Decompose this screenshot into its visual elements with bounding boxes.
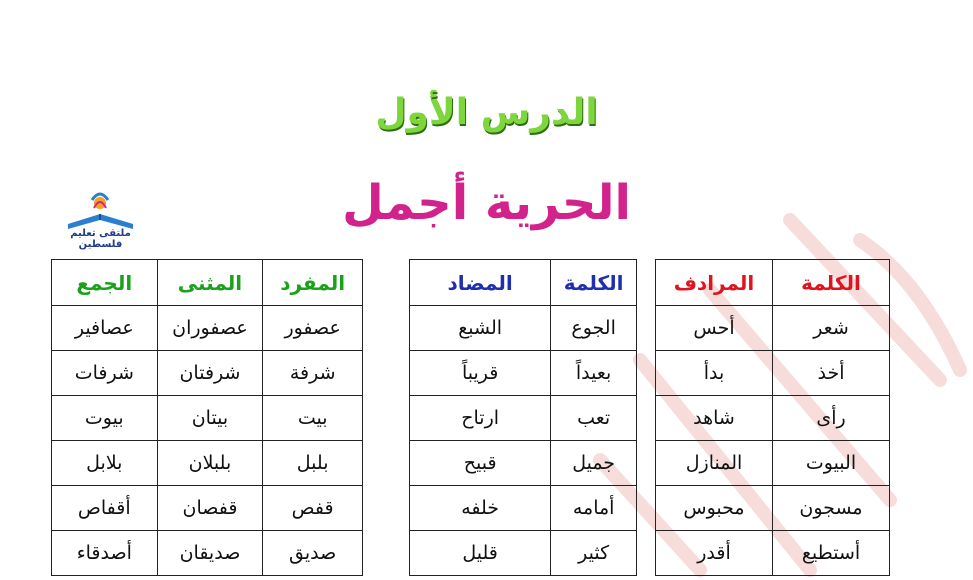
dual-cell: بيتان: [157, 396, 263, 441]
word-cell: تعب: [551, 396, 637, 441]
synonym-cell: بدأ: [656, 351, 773, 396]
word-cell: البيوت: [773, 441, 890, 486]
column-header: الكلمة: [551, 260, 637, 306]
table-header-row: [656, 260, 890, 306]
plural-cell: أصدقاء: [52, 531, 158, 576]
word-cell: شعر: [773, 306, 890, 351]
plural-cell: عصافير: [52, 306, 158, 351]
singular-cell: بيت: [263, 396, 363, 441]
singular-cell: شرفة: [263, 351, 363, 396]
dual-cell: قفصان: [157, 486, 263, 531]
word-cell: كثير: [551, 531, 637, 576]
word-cell: أخذ: [773, 351, 890, 396]
plural-cell: أقفاص: [52, 486, 158, 531]
column-header: الجمع: [52, 260, 158, 306]
table-row: [52, 531, 363, 576]
column-header: المرادف: [656, 260, 773, 306]
word-cell: أمامه: [551, 486, 637, 531]
word-cell: أستطيع: [773, 531, 890, 576]
word-cell: بعيداً: [551, 351, 637, 396]
column-header: المثنى: [157, 260, 263, 306]
table-row: [52, 306, 363, 351]
opposites-table: [409, 259, 637, 576]
word-cell: رأى: [773, 396, 890, 441]
table-row: [410, 441, 637, 486]
column-header: الكلمة: [773, 260, 890, 306]
table-row: [410, 396, 637, 441]
word-cell: مسجون: [773, 486, 890, 531]
singular-cell: بلبل: [263, 441, 363, 486]
plurals-table: [51, 259, 363, 576]
dual-cell: عصفوران: [157, 306, 263, 351]
synonym-cell: محبوس: [656, 486, 773, 531]
word-cell: الجوع: [551, 306, 637, 351]
plural-cell: بيوت: [52, 396, 158, 441]
opposite-cell: قريباً: [410, 351, 551, 396]
synonym-cell: شاهد: [656, 396, 773, 441]
table-row: [656, 396, 890, 441]
dual-cell: شرفتان: [157, 351, 263, 396]
singular-cell: عصفور: [263, 306, 363, 351]
table-row: [656, 531, 890, 576]
table-row: [410, 351, 637, 396]
opposite-cell: قبيح: [410, 441, 551, 486]
table-row: [656, 306, 890, 351]
dual-cell: بلبلان: [157, 441, 263, 486]
column-header: المفرد: [263, 260, 363, 306]
table-row: [52, 441, 363, 486]
dual-cell: صديقان: [157, 531, 263, 576]
word-cell: جميل: [551, 441, 637, 486]
table-row: [410, 306, 637, 351]
synonym-cell: أحس: [656, 306, 773, 351]
logo: [48, 188, 153, 250]
table-row: [656, 441, 890, 486]
table-header-row: [410, 260, 637, 306]
synonym-cell: المنازل: [656, 441, 773, 486]
opposite-cell: الشبع: [410, 306, 551, 351]
opposite-cell: ارتاح: [410, 396, 551, 441]
lesson-title: الدرس الأول: [375, 92, 598, 133]
table-row: [410, 486, 637, 531]
opposite-cell: خلفه: [410, 486, 551, 531]
synonyms-table: [655, 259, 890, 576]
singular-cell: صديق: [263, 531, 363, 576]
table-row: [52, 351, 363, 396]
table-row: [52, 396, 363, 441]
logo-text: ملتقى تعليم فلسطين: [70, 228, 131, 250]
table-row: [656, 486, 890, 531]
singular-cell: قفص: [263, 486, 363, 531]
table-header-row: [52, 260, 363, 306]
page-title: الحرية أجمل: [342, 175, 631, 231]
plural-cell: شرفات: [52, 351, 158, 396]
table-row: [656, 351, 890, 396]
synonym-cell: أقدر: [656, 531, 773, 576]
table-row: [52, 486, 363, 531]
book-logo-icon: [48, 188, 153, 230]
plural-cell: بلابل: [52, 441, 158, 486]
opposite-cell: قليل: [410, 531, 551, 576]
table-row: [410, 531, 637, 576]
column-header: المضاد: [410, 260, 551, 306]
